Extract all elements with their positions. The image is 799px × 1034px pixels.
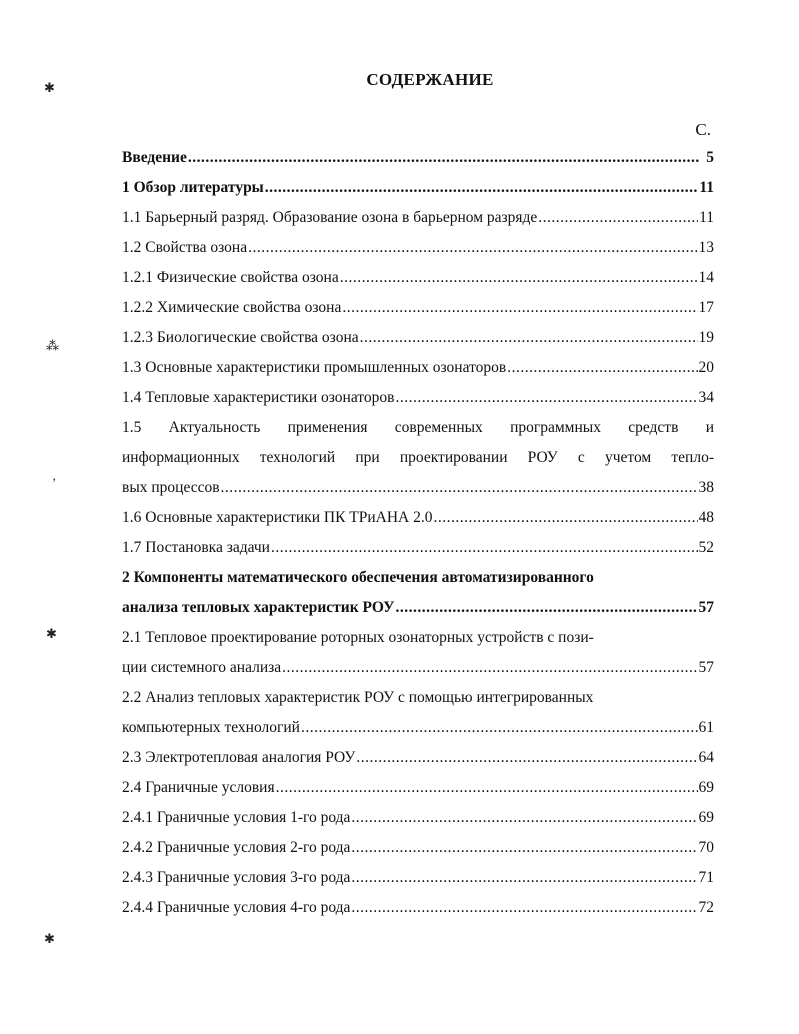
toc-entry-page: 11 xyxy=(699,179,714,196)
toc-entry-page: 14 xyxy=(698,269,714,286)
dot-leader xyxy=(395,383,697,413)
dot-leader xyxy=(360,323,698,353)
dot-leader xyxy=(351,863,697,893)
toc-entry-page: 34 xyxy=(698,389,714,406)
toc-entry-title: 1.1 Барьерный разряд. Образование озона в барьерном разряде xyxy=(122,209,538,226)
toc-entry-page: 13 xyxy=(698,239,714,256)
dot-leader xyxy=(271,533,698,563)
toc-entry-1-2-2[interactable] xyxy=(122,293,714,323)
toc-entry-title: компьютерных технологий xyxy=(122,719,300,736)
dot-leader xyxy=(282,653,697,683)
dot-leader xyxy=(340,263,698,293)
toc-entry-title: ции системного анализа xyxy=(122,659,282,676)
toc-entry-page: 19 xyxy=(698,329,714,346)
toc-entry-page: 11 xyxy=(699,209,714,226)
toc-entry-title: Введение xyxy=(122,149,187,166)
toc-entry-page: 61 xyxy=(698,719,714,736)
toc-entry-page: 69 xyxy=(698,809,714,826)
dot-leader xyxy=(351,833,697,863)
dot-leader xyxy=(434,503,698,533)
toc-entry-1-5-line-1[interactable]: 1.5 Актуальность применения современных программных средств и xyxy=(122,419,714,436)
toc-entry-2-3[interactable] xyxy=(122,743,714,773)
toc-entry-1-5-line-2[interactable]: информационных технологий при проектировании РОУ с учетом тепло- xyxy=(122,449,714,466)
toc-entry-1-7[interactable] xyxy=(122,533,714,563)
toc-entry-chapter-2-line-1[interactable]: 2 Компоненты математического обеспечения автоматизированного xyxy=(122,569,594,586)
toc-entry-title: 1 Обзор литературы xyxy=(122,179,264,196)
dot-leader xyxy=(395,593,697,623)
toc-entry-2-4-4[interactable] xyxy=(122,893,714,923)
toc-entry-page: 20 xyxy=(698,359,714,376)
toc-entry-title: 1.2.2 Химические свойства озона xyxy=(122,299,342,316)
toc-entry-title: 1.2 Свойства озона xyxy=(122,239,248,256)
margin-mark: ✱ xyxy=(46,626,57,641)
margin-mark: ‚ xyxy=(52,468,57,483)
dot-leader xyxy=(538,203,698,233)
dot-leader xyxy=(248,233,697,263)
dot-leader xyxy=(221,473,698,503)
toc-entry-title: 1.6 Основные характеристики ПК ТРиАНА 2.0 xyxy=(122,509,433,526)
toc-entry-page: 38 xyxy=(698,479,714,496)
dot-leader xyxy=(351,893,697,923)
toc-entry-2-1-line-1[interactable]: 2.1 Тепловое проектирование роторных озонаторных устройств с пози- xyxy=(122,629,594,646)
toc-entry-2-4-1[interactable] xyxy=(122,803,714,833)
toc-entry-title: 1.3 Основные характеристики промышленных озонаторов xyxy=(122,359,507,376)
toc-entry-1-2-3[interactable] xyxy=(122,323,714,353)
toc-entry-title: 2.4.1 Граничные условия 1-го рода xyxy=(122,809,351,826)
toc-entry-chapter-2[interactable] xyxy=(122,593,714,623)
margin-mark: ⁂ xyxy=(46,338,59,353)
dot-leader xyxy=(301,713,698,743)
dot-leader xyxy=(276,773,698,803)
margin-mark: ✱ xyxy=(44,931,55,946)
toc-entry-chapter-1[interactable] xyxy=(122,173,714,203)
toc-entry-title: вых процессов xyxy=(122,479,220,496)
toc-entry-page: 57 xyxy=(698,659,714,676)
dot-leader xyxy=(188,143,699,173)
toc-entry-title: анализа тепловых характеристик РОУ xyxy=(122,599,395,616)
dot-leader xyxy=(351,803,697,833)
toc-entry-2-4-2[interactable] xyxy=(122,833,714,863)
dot-leader xyxy=(265,173,699,203)
toc-entry-1-2-1[interactable] xyxy=(122,263,714,293)
page-title: СОДЕРЖАНИЕ xyxy=(366,70,494,89)
toc-entry-1-4[interactable] xyxy=(122,383,714,413)
dot-leader xyxy=(356,743,697,773)
toc-entry-page: 71 xyxy=(698,869,714,886)
toc-entry-1-3[interactable] xyxy=(122,353,714,383)
toc-entry-intro[interactable] xyxy=(122,143,714,173)
toc-entry-1-1[interactable] xyxy=(122,203,714,233)
toc-entry-title: 2.4 Граничные условия xyxy=(122,779,275,796)
toc-entry-title: 2.4.3 Граничные условия 3-го рода xyxy=(122,869,351,886)
toc-entry-page: 17 xyxy=(698,299,714,316)
toc-entry-title: 1.2.3 Биологические свойства озона xyxy=(122,329,359,346)
toc-entry-page: 70 xyxy=(698,839,714,856)
toc-entry-2-4[interactable] xyxy=(122,773,714,803)
toc-entry-page: 64 xyxy=(698,749,714,766)
toc-entry-2-1[interactable] xyxy=(122,653,714,683)
dot-leader xyxy=(342,293,697,323)
toc-entry-title: 1.7 Постановка задачи xyxy=(122,539,270,556)
toc-entry-page: 72 xyxy=(698,899,714,916)
toc-entry-page: 52 xyxy=(698,539,714,556)
toc-entry-2-2[interactable] xyxy=(122,713,714,743)
toc-entry-1-6[interactable] xyxy=(122,503,714,533)
toc-entry-page: 69 xyxy=(698,779,714,796)
toc-entry-page: 57 xyxy=(698,599,714,616)
dot-leader xyxy=(507,353,697,383)
toc-entry-title: 2.3 Электротепловая аналогия РОУ xyxy=(122,749,356,766)
toc-entry-2-2-line-1[interactable]: 2.2 Анализ тепловых характеристик РОУ с помощью интегрированных xyxy=(122,689,594,706)
toc-entry-title: 2.4.4 Граничные условия 4-го рода xyxy=(122,899,351,916)
toc-entry-title: 1.4 Тепловые характеристики озонаторов xyxy=(122,389,395,406)
toc-entry-title: 1.2.1 Физические свойства озона xyxy=(122,269,339,286)
margin-mark: ✱ xyxy=(44,80,55,95)
toc-entry-2-4-3[interactable] xyxy=(122,863,714,893)
page-column-label: С. xyxy=(695,120,711,139)
toc-entry-page: 5 xyxy=(706,149,714,166)
toc-entry-1-2[interactable] xyxy=(122,233,714,263)
toc-entry-page: 48 xyxy=(698,509,714,526)
toc-entry-1-5[interactable] xyxy=(122,473,714,503)
toc-entry-title: 2.4.2 Граничные условия 2-го рода xyxy=(122,839,351,856)
